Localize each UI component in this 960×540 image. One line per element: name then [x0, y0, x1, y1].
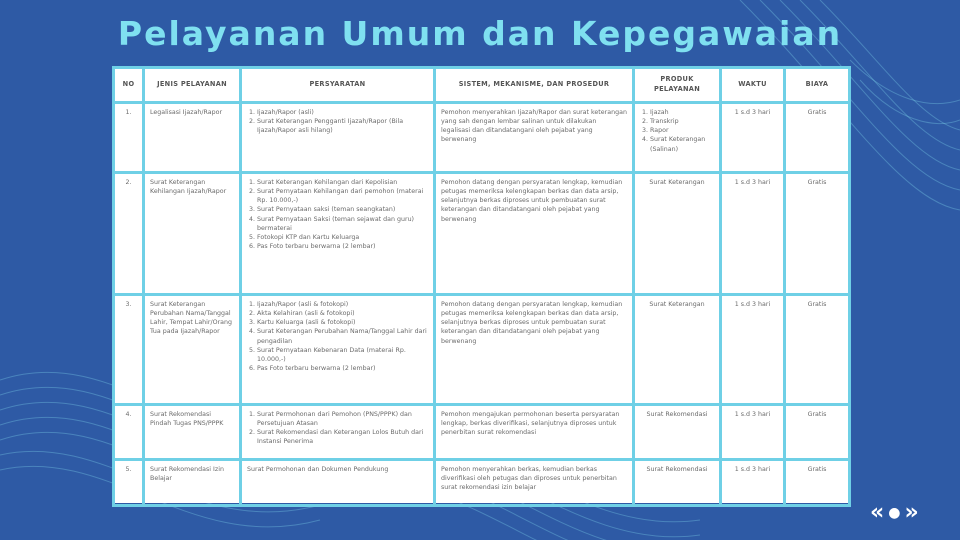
row-persyaratan: Surat Permohonan dan Dokumen Pendukung [241, 460, 435, 506]
persyaratan-item: 1. Surat Keterangan Kehilangan dari Kepolisian [257, 178, 428, 187]
service-table-container [112, 66, 848, 503]
row-jenis: Surat Rekomendasi Izin Belajar [144, 460, 241, 506]
persyaratan-item: 3. Kartu Keluarga (asli & fotokopi) [257, 318, 428, 327]
row-produk: Surat Rekomendasi [634, 405, 721, 460]
row-biaya: Gratis [785, 173, 850, 295]
row-no: 4. [114, 405, 144, 460]
row-no: 3. [114, 295, 144, 405]
persyaratan-item: 4. Surat Pernyataan Saksi (teman sejawat dan guru) bermaterai [257, 215, 428, 233]
persyaratan-item: 2. Surat Pernyataan Kehilangan dari pemohon (materai Rp. 10.000,-) [257, 187, 428, 205]
row-no: 2. [114, 173, 144, 295]
row-biaya: Gratis [785, 405, 850, 460]
produk-item: 4. Surat Keterangan (Salinan) [650, 135, 714, 153]
center-dot-icon: ● [888, 505, 901, 521]
header-sistem: SISTEM, MEKANISME, DAN PROSEDUR [435, 68, 634, 103]
table-row [114, 405, 850, 460]
service-table [112, 66, 851, 507]
row-sistem: Pemohon datang dengan persyaratan lengkap, kemudian petugas memeriksa kelengkapan berkas dan data arsip, selanjutnya berkas diproses untuk pembuatan surat keterangan dan ditandatangani oleh pejabat yang berwenang [435, 173, 634, 295]
row-sistem: Pemohon menyerahkan Ijazah/Rapor dan surat keterangan yang sah dengan lembar salinan untuk dilakukan legalisasi dan ditandatangani oleh pejabat yang berwenang [435, 103, 634, 173]
table-row [114, 103, 850, 173]
row-jenis: Surat Keterangan Kehilangan Ijazah/Rapor [144, 173, 241, 295]
slide-navigation [870, 500, 942, 526]
row-jenis: Surat Rekomendasi Pindah Tugas PNS/PPPK [144, 405, 241, 460]
row-sistem: Pemohon datang dengan persyaratan lengkap, kemudian petugas memeriksa kelengkapan berkas dan data arsip, selanjutnya berkas diproses untuk pembuatan surat keterangan dan ditandatangani oleh pejabat yang berwenang [435, 295, 634, 405]
row-jenis: Legalisasi Ijazah/Rapor [144, 103, 241, 173]
table-row [114, 173, 850, 295]
persyaratan-item: 1. Surat Permohonan dari Pemohon (PNS/PPPK) dan Persetujuan Atasan [257, 410, 428, 428]
header-persyaratan: PERSYARATAN [241, 68, 435, 103]
row-waktu: 1 s.d 3 hari [721, 103, 785, 173]
row-biaya: Gratis [785, 295, 850, 405]
persyaratan-item: 3. Surat Pernyataan saksi (teman seangkatan) [257, 205, 428, 214]
row-jenis: Surat Keterangan Perubahan Nama/Tanggal Lahir, Tempat Lahir/Orang Tua pada Ijazah/Rapor [144, 295, 241, 405]
persyaratan-item: 1. Ijazah/Rapor (asli) [257, 108, 428, 117]
produk-item: 3. Rapor [650, 126, 714, 135]
persyaratan-item: 6. Pas Foto terbaru berwarna (2 lembar) [257, 242, 428, 251]
row-waktu: 1 s.d 3 hari [721, 173, 785, 295]
header-biaya: BIAYA [785, 68, 850, 103]
row-produk: Surat Keterangan [634, 295, 721, 405]
row-biaya: Gratis [785, 103, 850, 173]
row-persyaratan [241, 103, 435, 173]
row-produk [634, 103, 721, 173]
row-produk: Surat Keterangan [634, 173, 721, 295]
row-no: 5. [114, 460, 144, 506]
persyaratan-item: 2. Akta Kelahiran (asli & fotokopi) [257, 309, 428, 318]
persyaratan-item: 2. Surat Keterangan Pengganti Ijazah/Rapor (Bila Ijazah/Rapor asli hilang) [257, 117, 428, 135]
persyaratan-item: 5. Fotokopi KTP dan Kartu Keluarga [257, 233, 428, 242]
header-no: NO [114, 68, 144, 103]
table-header-row [114, 68, 850, 103]
row-biaya: Gratis [785, 460, 850, 506]
produk-item: 1. Ijazah [650, 108, 714, 117]
header-produk: PRODUK PELAYANAN [634, 68, 721, 103]
row-no: 1. [114, 103, 144, 173]
row-waktu: 1 s.d 3 hari [721, 295, 785, 405]
next-slide-icon[interactable]: » [904, 500, 919, 525]
table-row [114, 460, 850, 506]
row-persyaratan [241, 295, 435, 405]
header-waktu: WAKTU [721, 68, 785, 103]
row-produk: Surat Rekomendasi [634, 460, 721, 506]
produk-item: 2. Transkrip [650, 117, 714, 126]
persyaratan-item: 4. Surat Keterangan Perubahan Nama/Tanggal Lahir dari pengadilan [257, 327, 428, 345]
row-waktu: 1 s.d 3 hari [721, 405, 785, 460]
row-sistem: Pemohon mengajukan permohonan beserta persyaratan lengkap, berkas diverifikasi, selanjutnya diproses untuk penerbitan surat rekomendasi [435, 405, 634, 460]
row-sistem: Pemohon menyerahkan berkas, kemudian berkas diverifikasi oleh petugas dan diproses untuk penerbitan surat rekomendasi izin belajar [435, 460, 634, 506]
page-title: Pelayanan Umum dan Kepegawaian [117, 14, 843, 53]
persyaratan-item: 5. Surat Pernyataan Kebenaran Data (materai Rp. 10.000,-) [257, 346, 428, 364]
table-row [114, 295, 850, 405]
prev-slide-icon[interactable]: « [870, 500, 885, 525]
row-persyaratan [241, 173, 435, 295]
row-persyaratan [241, 405, 435, 460]
header-jenis: JENIS PELAYANAN [144, 68, 241, 103]
persyaratan-item: 2. Surat Rekomendasi dan Keterangan Lolos Butuh dari Instansi Penerima [257, 428, 428, 446]
persyaratan-item: 6. Pas Foto terbaru berwarna (2 lembar) [257, 364, 428, 373]
persyaratan-item: 1. Ijazah/Rapor (asli & fotokopi) [257, 300, 428, 309]
row-waktu: 1 s.d 3 hari [721, 460, 785, 506]
